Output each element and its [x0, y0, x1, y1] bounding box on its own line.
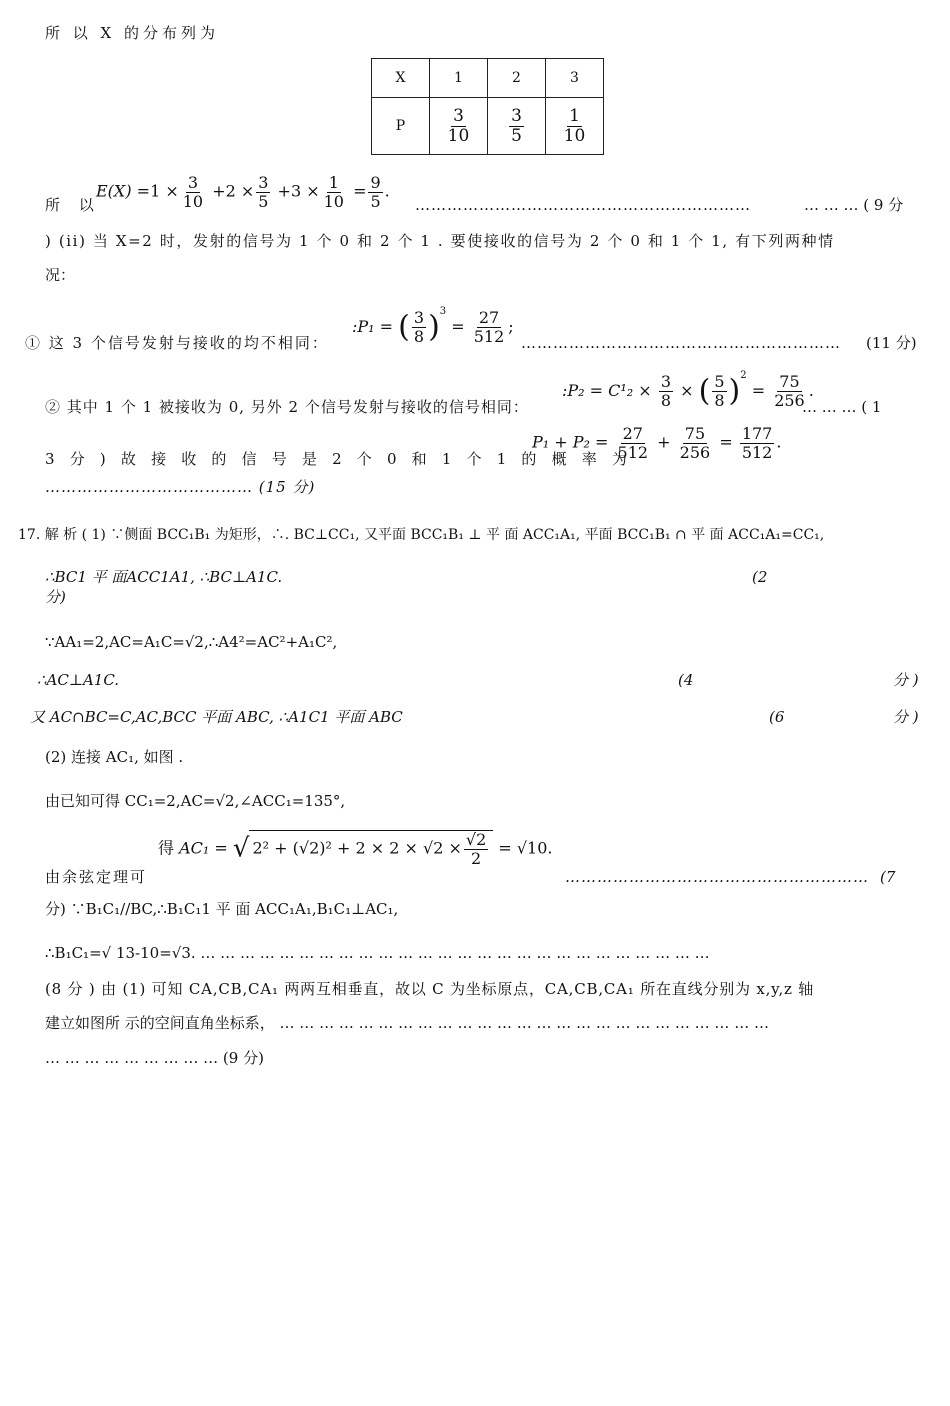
- problem-17-line-14: … … … … … … … … … (9 分): [45, 1049, 264, 1067]
- problem-17-score-6: (6: [769, 708, 785, 726]
- expectation-dots: ………………………………………………………: [415, 196, 751, 214]
- conclusion-formula: P₁ + P₂ = $\frac{27}{512}$ + $\frac{75}{256}$ = $\frac{177}{512}$ .: [532, 424, 782, 462]
- table-prob-3: $\frac{1}{10}$: [546, 98, 604, 155]
- problem-17-line-5: 又 AC∩BC=C,AC,BCC 平面 ABC, ∴A1C1 平面 ABC: [30, 708, 403, 726]
- expectation-formula: E(X) =1 × $\frac{3}{10}$ +2 × $\frac{3}{5}$ +3 × $\frac{1}{10}$ = $\frac{9}{5}$ .: [96, 173, 390, 211]
- intro-line: 所 以 X 的分布列为: [45, 24, 219, 42]
- problem-17-given: 由已知可得 CC₁=2,AC=√2,∠ACC₁=135°,: [45, 792, 346, 810]
- table-header-3: 3: [546, 59, 604, 98]
- problem-17-score-6-unit: 分 ): [893, 708, 919, 726]
- expectation-score: … … … ( 9 分: [804, 196, 904, 214]
- table-prob-1: $\frac{3}{10}$: [430, 98, 488, 155]
- conclusion-text: 3 分 ) 故 接 收 的 信 号 是 2 个 0 和 1 个 1 的 概 率 为: [45, 450, 633, 468]
- case-2-formula: :P₂ = C¹₂ × $\frac{3}{8}$ × ( $\frac{5}{8}$ )$^2$ = $\frac{75}{256}$ .: [562, 370, 814, 410]
- case-1-score: (11 分): [866, 334, 917, 352]
- cosine-law-formula: 得 AC₁ = √ 2² + (√2)² + 2 × 2 × √2 × $\frac{√2}{2}$ = √10.: [158, 830, 553, 868]
- table-header-x: X: [372, 59, 430, 98]
- problem-17-part-2: (2) 连接 AC₁, 如图 .: [45, 748, 184, 766]
- cosine-law-lead: 由余弦定理可: [45, 868, 148, 886]
- part-ii-line: ) (ii) 当 X=2 时，发射的信号为 1 个 0 和 2 个 1 . 要使接收的信号为 2 个 0 和 1 个 1, 有下列两种情: [45, 232, 835, 250]
- problem-17-line-11: ∴B₁C₁=√ 13-10=√3. … … … … … … … … … … … … … … … … … … … … … … … … … …: [45, 944, 710, 962]
- problem-17-line-3: ∵AA₁=2,AC=A₁C=√2,∴A4²=AC²+A₁C²,: [45, 633, 338, 651]
- problem-17-line-2: ∴BC1 平 面ACC1A1, ∴BC⊥A1C.: [45, 568, 283, 586]
- expectation-lead: 所 以: [45, 196, 101, 214]
- cosine-law-score: (7: [880, 868, 896, 886]
- table-p-label: P: [372, 98, 430, 155]
- case-2-text: ② 其中 1 个 1 被接收为 0, 另外 2 个信号发射与接收的信号相同：: [45, 398, 529, 416]
- table-header-1: 1: [430, 59, 488, 98]
- table-prob-2: $\frac{3}{5}$: [488, 98, 546, 155]
- problem-17-line-1: 17. 解 析 ( 1) ∵侧面 BCC₁B₁ 为矩形，∴. BC⊥CC₁, 又平面 BCC₁B₁ ⊥ 平 面 ACC₁A₁, 平面 BCC₁B₁ ∩ 平 面 ACC₁A₁=CC₁,: [18, 527, 825, 543]
- case-1-dots: ……………………………………………………: [521, 334, 841, 352]
- problem-17-line-13: 建立如图所 示的空间直角坐标系， … … … … … … … … … … … … … … … … … … … … … … … … …: [45, 1014, 769, 1032]
- case-1-formula: :P₁ = ( $\frac{3}{8}$ )$^3$ = $\frac{27}{512}$ ;: [352, 306, 514, 346]
- problem-17-score-4-unit: 分 ): [893, 671, 919, 689]
- table-header-2: 2: [488, 59, 546, 98]
- problem-17-line-10: 分) ∵B₁C₁//BC,∴B₁C₁1 平 面 ACC₁A₁,B₁C₁⊥AC₁,: [45, 900, 399, 918]
- cosine-law-dots: …………………………………………………: [565, 868, 869, 886]
- part-ii-line-2: 况：: [45, 266, 76, 284]
- case-1-text: ① 这 3 个信号发射与接收的均不相同：: [25, 334, 329, 352]
- conclusion-dots: ………………………………… (15 分): [45, 478, 316, 496]
- problem-17-score-2: (2: [752, 568, 768, 586]
- distribution-table: [371, 58, 604, 155]
- case-2-tail: … … … ( 1: [802, 398, 882, 416]
- problem-17-line-4: ∴AC⊥A1C.: [37, 671, 120, 689]
- problem-17-line-12: (8 分 ) 由 (1) 可知 CA,CB,CA₁ 两两互相垂直，故以 C 为坐标原点，CA,CB,CA₁ 所在直线分别为 x,y,z 轴: [45, 980, 815, 998]
- problem-17-score-2-unit: 分): [45, 588, 66, 606]
- problem-17-score-4: (4: [678, 671, 694, 689]
